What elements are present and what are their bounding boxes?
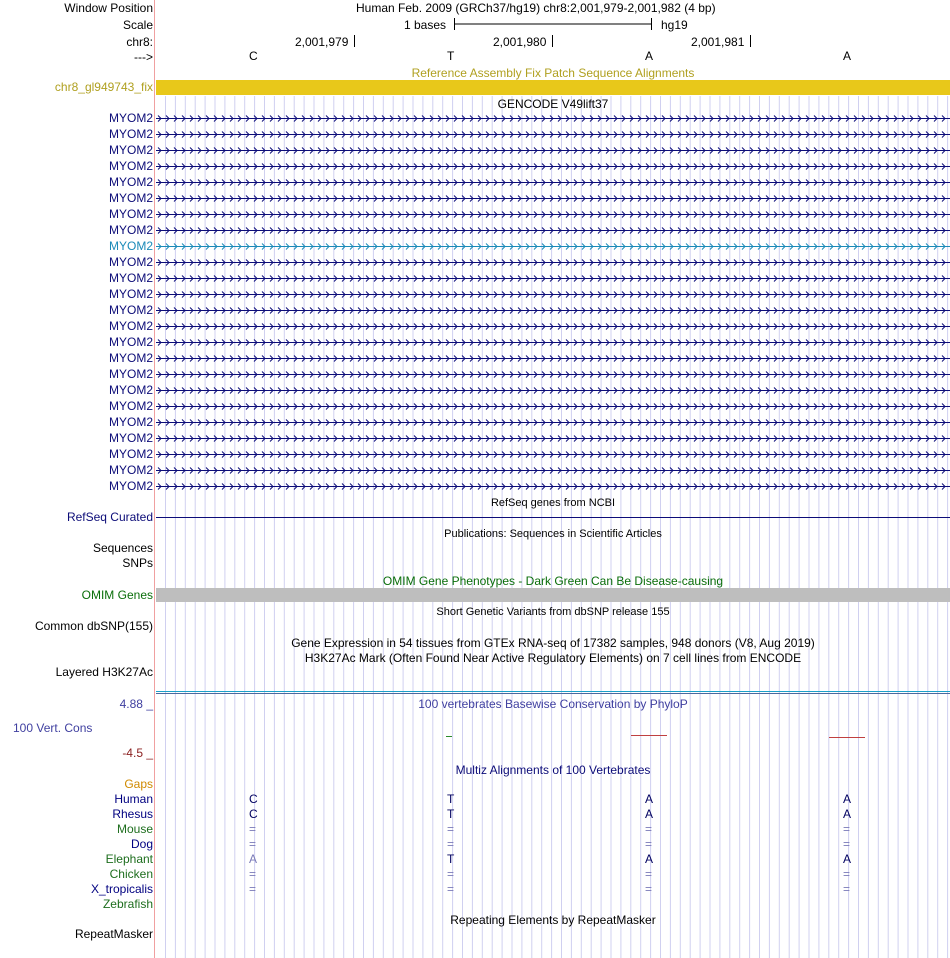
chr-label: chr8: <box>126 35 153 49</box>
gencode-gene-label[interactable]: MYOM2 <box>108 335 153 349</box>
gencode-gene-label[interactable]: MYOM2 <box>108 447 153 461</box>
gencode-transcript[interactable] <box>156 336 950 349</box>
multiz-species-label[interactable]: Zebrafish <box>102 897 153 911</box>
gencode-gene-label[interactable]: MYOM2 <box>108 111 153 125</box>
strand-label: ---> <box>134 50 153 64</box>
conservation-track-title: 100 vertebrates Basewise Conservation by PhyloP <box>418 697 688 711</box>
multiz-base: = <box>645 867 653 881</box>
gencode-gene-label[interactable]: MYOM2 <box>108 143 153 157</box>
gencode-gene-label[interactable]: MYOM2 <box>108 415 153 429</box>
refseq-track-label[interactable]: RefSeq Curated <box>66 510 153 524</box>
multiz-base: = <box>249 867 257 881</box>
multiz-base: A <box>843 792 852 806</box>
scale-assembly: hg19 <box>661 18 688 32</box>
gencode-transcript[interactable] <box>156 368 950 381</box>
window-position-label: Window Position <box>64 1 153 15</box>
gencode-transcript[interactable] <box>156 256 950 269</box>
publications-track-title: Publications: Sequences in Scientific Articles <box>444 528 662 540</box>
gencode-gene-label[interactable]: MYOM2 <box>108 287 153 301</box>
gencode-gene-label[interactable]: MYOM2 <box>108 479 153 493</box>
gencode-gene-label[interactable]: MYOM2 <box>108 399 153 413</box>
gtex-track-title: Gene Expression in 54 tissues from GTEx RNA-seq of 17382 samples, 948 donors (V8, Aug 2019) <box>291 636 815 650</box>
multiz-base: A <box>645 852 654 866</box>
gencode-transcript[interactable] <box>156 304 950 317</box>
multiz-base: = <box>843 822 851 836</box>
omim-track-title: OMIM Gene Phenotypes - Dark Green Can Be Disease-causing <box>382 574 724 588</box>
gencode-transcript[interactable] <box>156 224 950 237</box>
h3k27-track-label[interactable]: Layered H3K27Ac <box>55 665 153 679</box>
conservation-pos-mark <box>446 736 452 737</box>
gencode-transcript[interactable] <box>156 416 950 429</box>
gencode-transcript[interactable] <box>156 240 950 253</box>
multiz-base: A <box>843 807 852 821</box>
multiz-species-label[interactable]: Dog <box>130 837 153 851</box>
patch-alignment-bar[interactable] <box>156 80 950 95</box>
gencode-gene-label[interactable]: MYOM2 <box>108 367 153 381</box>
publications-snps-label[interactable]: SNPs <box>122 556 153 570</box>
gencode-transcript[interactable] <box>156 272 950 285</box>
publications-sequences-label[interactable]: Sequences <box>92 541 153 555</box>
multiz-base: = <box>249 882 257 896</box>
gencode-transcript[interactable] <box>156 464 950 477</box>
multiz-species-label[interactable]: Mouse <box>116 822 153 836</box>
gencode-gene-label[interactable]: MYOM2 <box>108 239 153 253</box>
multiz-track-title: Multiz Alignments of 100 Vertebrates <box>455 763 651 777</box>
gencode-gene-label[interactable]: MYOM2 <box>108 175 153 189</box>
gencode-gene-label[interactable]: MYOM2 <box>108 319 153 333</box>
repeatmasker-track-label[interactable]: RepeatMasker <box>74 927 153 941</box>
gencode-transcript[interactable] <box>156 112 950 125</box>
multiz-base: = <box>249 822 257 836</box>
gencode-transcript[interactable] <box>156 320 950 333</box>
multiz-base: = <box>645 822 653 836</box>
gencode-gene-label[interactable]: MYOM2 <box>108 223 153 237</box>
multiz-base: T <box>447 792 455 806</box>
multiz-base: A <box>843 852 852 866</box>
multiz-base: = <box>843 867 851 881</box>
gencode-transcript[interactable] <box>156 448 950 461</box>
gencode-transcript[interactable] <box>156 144 950 157</box>
gencode-gene-label[interactable]: MYOM2 <box>108 463 153 477</box>
multiz-base: C <box>249 807 258 821</box>
patch-track-label[interactable]: chr8_gl949743_fix <box>54 80 153 94</box>
scale-label: Scale <box>122 18 153 32</box>
multiz-species-label[interactable]: Elephant <box>105 852 153 866</box>
base-1: C <box>249 49 258 63</box>
multiz-species-label[interactable]: X_tropicalis <box>90 882 153 896</box>
conservation-neg-mark <box>631 735 667 736</box>
multiz-species-label[interactable]: Human <box>114 792 153 806</box>
gencode-transcript[interactable] <box>156 480 950 493</box>
multiz-base: = <box>447 867 455 881</box>
h3k27-signal-baseline <box>156 693 950 694</box>
dbsnp-track-title: Short Genetic Variants from dbSNP release 155 <box>436 606 670 618</box>
repeatmasker-track-title: Repeating Elements by RepeatMasker <box>450 913 656 927</box>
multiz-base: A <box>645 807 654 821</box>
gencode-transcript[interactable] <box>156 160 950 173</box>
multiz-base: A <box>249 852 258 866</box>
gencode-transcript[interactable] <box>156 352 950 365</box>
gencode-gene-label[interactable]: MYOM2 <box>108 383 153 397</box>
position-tick-1: 2,001,979 <box>295 35 349 49</box>
multiz-base: = <box>645 837 653 851</box>
gencode-gene-label[interactable]: MYOM2 <box>108 159 153 173</box>
multiz-base: C <box>249 792 258 806</box>
multiz-gaps-label[interactable]: Gaps <box>124 777 153 791</box>
base-4: A <box>843 49 852 63</box>
gencode-gene-label[interactable]: MYOM2 <box>108 431 153 445</box>
gencode-track-title: GENCODE V49lift37 <box>497 97 609 111</box>
gencode-transcript[interactable] <box>156 192 950 205</box>
conservation-track-label[interactable]: 100 Vert. Cons <box>13 721 93 735</box>
multiz-base: = <box>447 882 455 896</box>
label-column-divider <box>154 0 155 958</box>
gencode-transcript[interactable] <box>156 384 950 397</box>
multiz-species-label[interactable]: Chicken <box>109 867 153 881</box>
multiz-base: = <box>843 882 851 896</box>
scale-value: 1 bases <box>404 18 447 32</box>
gencode-gene-label[interactable]: MYOM2 <box>108 191 153 205</box>
patch-track-title: Reference Assembly Fix Patch Sequence Alignments <box>411 66 695 80</box>
base-2: T <box>447 49 455 63</box>
multiz-base: T <box>447 852 455 866</box>
multiz-base: = <box>249 837 257 851</box>
gencode-gene-label[interactable]: MYOM2 <box>108 255 153 269</box>
gencode-gene-label[interactable]: MYOM2 <box>108 351 153 365</box>
gencode-transcript[interactable] <box>156 400 950 413</box>
position-tick-2: 2,001,980 <box>493 35 547 49</box>
gencode-gene-label[interactable]: MYOM2 <box>108 303 153 317</box>
multiz-base: = <box>447 822 455 836</box>
omim-gene-bar[interactable] <box>156 588 950 602</box>
gencode-transcript[interactable] <box>156 432 950 445</box>
gencode-gene-label[interactable]: MYOM2 <box>108 271 153 285</box>
multiz-base: = <box>645 882 653 896</box>
refseq-gene-line[interactable] <box>156 517 950 518</box>
gencode-gene-label[interactable]: MYOM2 <box>108 207 153 221</box>
conservation-max: 4.88 _ <box>119 697 153 711</box>
gencode-gene-label[interactable]: MYOM2 <box>108 127 153 141</box>
multiz-base: = <box>447 837 455 851</box>
gencode-transcript[interactable] <box>156 288 950 301</box>
omim-track-label[interactable]: OMIM Genes <box>81 588 153 602</box>
gencode-transcript[interactable] <box>156 176 950 189</box>
multiz-species-label[interactable]: Rhesus <box>112 807 153 821</box>
dbsnp-track-label[interactable]: Common dbSNP(155) <box>34 619 153 633</box>
conservation-min: -4.5 _ <box>122 746 153 760</box>
gencode-transcript[interactable] <box>156 128 950 141</box>
base-3: A <box>645 49 654 63</box>
multiz-base: T <box>447 807 455 821</box>
gencode-transcript[interactable] <box>156 208 950 221</box>
position-tick-3: 2,001,981 <box>691 35 745 49</box>
multiz-base: = <box>843 837 851 851</box>
multiz-base: A <box>645 792 654 806</box>
conservation-neg-mark-2 <box>829 737 865 738</box>
refseq-track-title: RefSeq genes from NCBI <box>490 497 616 509</box>
h3k27-signal-line <box>156 691 950 692</box>
h3k27-track-title: H3K27Ac Mark (Often Found Near Active Regulatory Elements) on 7 cell lines from ENCODE <box>304 651 802 665</box>
window-position-value: Human Feb. 2009 (GRCh37/hg19) chr8:2,001,979-2,001,982 (4 bp) <box>356 1 716 15</box>
